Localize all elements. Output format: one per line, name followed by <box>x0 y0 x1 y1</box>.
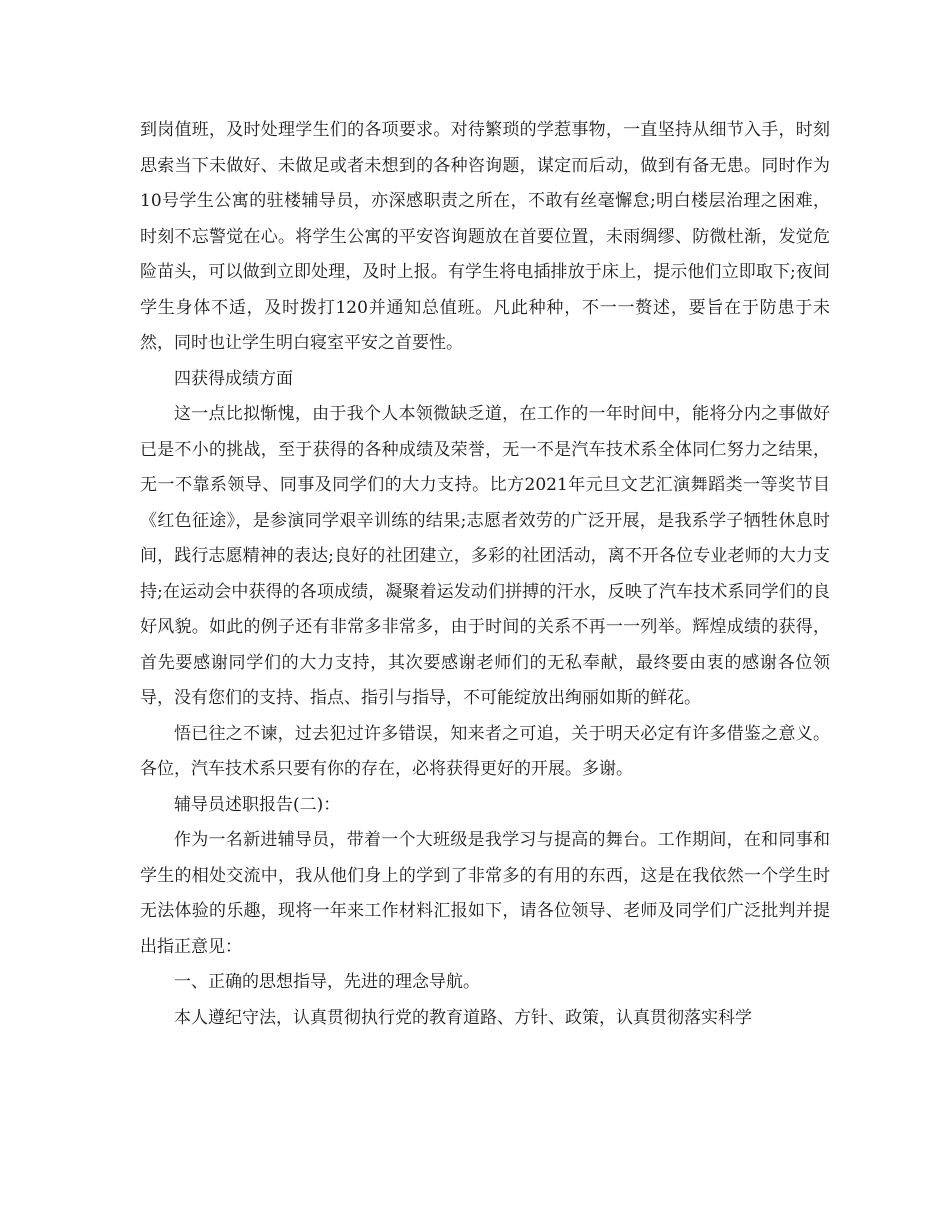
paragraph-introduction: 作为一名新进辅导员，带着一个大班级是我学习与提高的舞台。工作期间，在和同事和学生的相处交流中，我从他们身上的学到了非常多的有用的东西，这是在我依然一个学生时无法体验的乐趣，现将一年来工作材料汇报如下，请各位领导、老师及同学们广泛批判并提出指正意见： <box>140 830 830 957</box>
paragraph-reflection: 悟已往之不谏，过去犯过许多错误，知来者之可追，关于明天必定有许多借鉴之意义。各位，汽车技术系只要有你的存在，必将获得更好的开展。多谢。 <box>140 723 830 779</box>
document-body <box>140 113 830 1036</box>
paragraph-achievements: 这一点比拟惭愧，由于我个人本领微缺乏道，在工作的一年时间中，能将分内之事做好已是不小的挑战，至于获得的各种成绩及荣誉，无一不是汽车技术系全体同仁努力之结果，无一不靠系领导、同事及同学们的大力支持。比方2021年元旦文艺汇演舞蹈类一等奖节目《红色征途》，是参演同学艰辛训练的结果;志愿者效劳的广泛开展，是我系学子牺牲休息时间，践行志愿精神的表达;良好的社团建立，多彩的社团活动，离不开各位专业老师的大力支持;在运动会中获得的各项成绩，凝聚着运发动们拼搏的汗水，反映了汽车技术系同学们的良好风貌。如此的例子还有非常多非常多，由于时间的关系不再一一列举。辉煌成绩的获得，首先要感谢同学们的大力支持，其次要感谢老师们的无私奉献，最终要由衷的感谢各位领导，没有您们的支持、指点、指引与指导，不可能绽放出绚丽如斯的鲜花。 <box>140 404 830 708</box>
paragraph-discipline: 本人遵纪守法，认真贯彻执行党的教育道路、方针、政策，认真贯彻落实科学 <box>174 1007 752 1028</box>
heading-report-two: 辅导员述职报告(二)： <box>174 794 341 815</box>
paragraph-continued-duty-safety: 到岗值班，及时处理学生们的各项要求。对待繁琐的学惹事物，一直坚持从细节入手，时刻思索当下未做好、未做足或者未想到的各种咨询题，谋定而后动，做到有备无患。同时作为10号学生公寓的驻楼辅导员，亦深感职责之所在，不敢有丝毫懈怠;明白楼层治理之困难，时刻不忘警觉在心。将学生公寓的平安咨询题放在首要位置，未雨绸缪、防微杜渐，发觉危险苗头，可以做到立即处理，及时上报。有学生将电插排放于床上，提示他们立即取下;夜间学生身体不适，及时拨打120并通知总值班。凡此种种，不一一赘述，要旨在于防患于未然，同时也让学生明白寝室平安之首要性。 <box>140 120 830 353</box>
heading-achievements: 四获得成绩方面 <box>174 368 293 389</box>
heading-section-one: 一、正确的思想指导，先进的理念导航。 <box>174 972 480 992</box>
